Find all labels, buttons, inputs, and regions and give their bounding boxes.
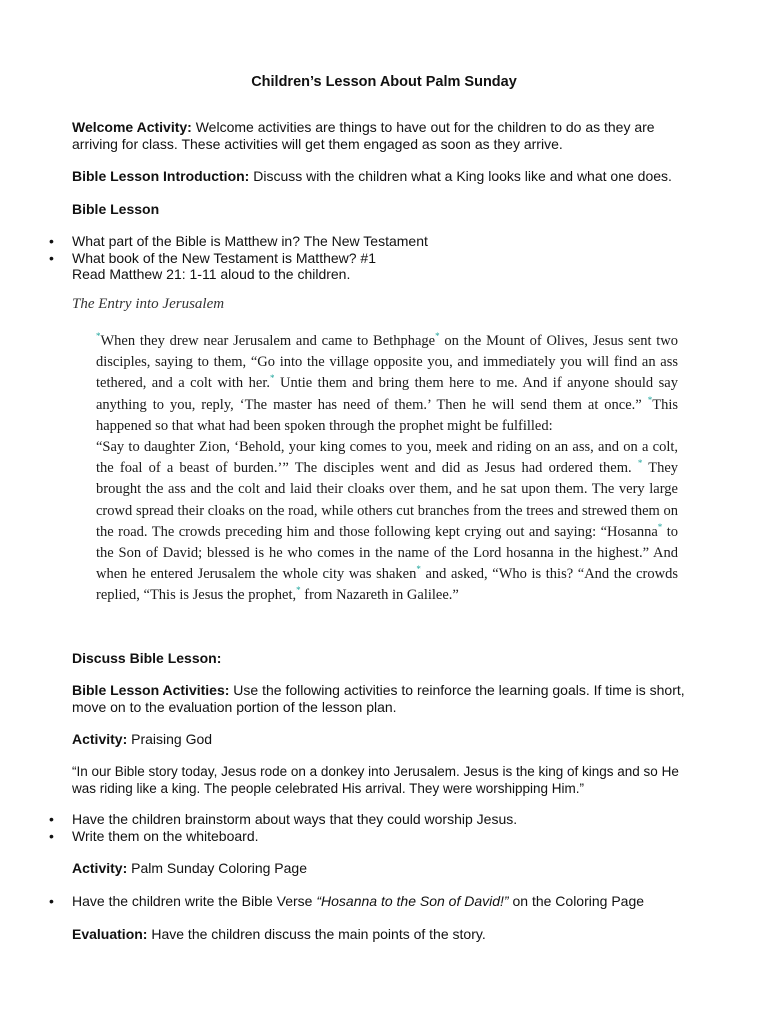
- discuss-label: Discuss Bible Lesson:: [72, 650, 222, 666]
- intro-label: Bible Lesson Introduction:: [72, 168, 250, 184]
- scripture-text: Untie them and bring them here to me. And if anyone should say anything to you, reply, ‘The master has need of them.’ Then he will send them at once.”: [96, 375, 678, 413]
- evaluation: [72, 926, 688, 943]
- list-item: • Write them on the whiteboard.: [72, 828, 692, 845]
- bible-lesson-heading-text: Bible Lesson: [72, 201, 160, 217]
- bible-lesson-activities: [72, 682, 688, 715]
- footnote-marker: *: [435, 331, 440, 342]
- discuss-bible-lesson: [72, 650, 688, 667]
- read-instruction: Read Matthew 21: 1-11 aloud to the children.: [72, 266, 351, 282]
- scripture-text: on the Mount of Olives, Jesus sent two disciples, saying to them, “Go into the village opposite you, and immediately you will find an ass tethered, and a colt with her.: [96, 333, 679, 392]
- evaluation-label: Evaluation:: [72, 926, 148, 942]
- list-item: • What book of the New Testament is Matthew? #1: [72, 250, 692, 267]
- activity-label: Activity:: [72, 731, 128, 747]
- scripture-text: They brought the ass and the colt and laid their cloaks over them, and he sat upon them. The very large crowd spread their cloaks on the road, while others cut branches from the trees and strewed them on the road. The crowds preceding him and those following kept crying out and saying: “Hosanna: [96, 460, 679, 540]
- activity-text: Palm Sunday Coloring Page: [127, 860, 308, 876]
- bullet-text: Have the children write the Bible Verse: [72, 893, 317, 909]
- welcome-label: Welcome Activity:: [72, 119, 192, 135]
- footnote-marker: *: [96, 331, 101, 342]
- scripture-heading: The Entry into Jerusalem: [72, 296, 225, 312]
- scripture-paragraph-2: [96, 437, 678, 607]
- activities-text: Use the following activities to reinforce the learning goals. If time is short, move on to the evaluation portion of the lesson plan.: [72, 682, 685, 715]
- scripture-text: “Say to daughter Zion, ‘Behold, your king comes to you, meek and riding on an ass, and on a colt, the foal of a beast of burden.’” The disciples went and did as Jesus had ordered them.: [96, 439, 678, 477]
- scripture-text: This happened so that what had been spoken through the prophet might be fulfilled:: [96, 396, 678, 434]
- activity-praising-god: [72, 731, 688, 748]
- bible-lesson-questions: [72, 233, 692, 266]
- intro-text: Discuss with the children what a King looks like and what one does.: [249, 168, 672, 184]
- footnote-marker: *: [657, 522, 663, 532]
- list-item: [72, 893, 692, 910]
- footnote-marker: *: [416, 564, 421, 575]
- activities-label: Bible Lesson Activities:: [72, 682, 230, 698]
- footnote-marker: *: [647, 394, 653, 405]
- activity-label: Activity:: [72, 860, 128, 876]
- bible-lesson-heading: [72, 201, 688, 218]
- bullet-text: on the Coloring Page: [508, 893, 645, 909]
- activity-text: Praising God: [127, 731, 213, 747]
- praising-god-steps: [72, 811, 692, 844]
- footnote-marker: *: [296, 585, 301, 596]
- scripture-passage: [96, 331, 678, 607]
- page-title: Children’s Lesson About Palm Sunday: [251, 74, 517, 90]
- scripture-text: from Nazareth in Galilee.”: [300, 587, 459, 604]
- scripture-text: When they drew near Jerusalem and came to Bethphage: [100, 333, 436, 349]
- footnote-marker: *: [637, 458, 643, 469]
- evaluation-text: Have the children discuss the main points of the story.: [147, 926, 486, 942]
- list-item: • What part of the Bible is Matthew in? The New Testament: [72, 233, 692, 250]
- bible-verse: “Hosanna to the Son of David!”: [316, 893, 509, 909]
- coloring-page-steps: [72, 893, 692, 910]
- scripture-paragraph-1: [96, 331, 678, 437]
- scripture-text: to the Son of David; blessed is he who comes in the name of the Lord hosanna in the highest.” And when he entered Jerusalem the whole city was shaken: [96, 523, 678, 583]
- teacher-quote: “In our Bible story today, Jesus rode on a donkey into Jerusalem. Jesus is the king of kings and so He was riding like a king. The people celebrated His arrival. They were worshipping Him.”: [72, 764, 679, 796]
- welcome-text: Welcome activities are things to have out for the children to do as they are arriving for class. These activities will get them engaged as soon as they arrive.: [72, 119, 655, 152]
- activity-coloring-page: [72, 860, 688, 877]
- welcome-activity: [72, 119, 688, 152]
- footnote-marker: *: [269, 373, 275, 384]
- list-item: • Have the children brainstorm about ways that they could worship Jesus.: [72, 811, 692, 828]
- bible-lesson-introduction: [72, 168, 688, 185]
- scripture-text: and asked, “Who is this? “And the crowds replied, “This is Jesus the prophet,: [96, 566, 678, 604]
